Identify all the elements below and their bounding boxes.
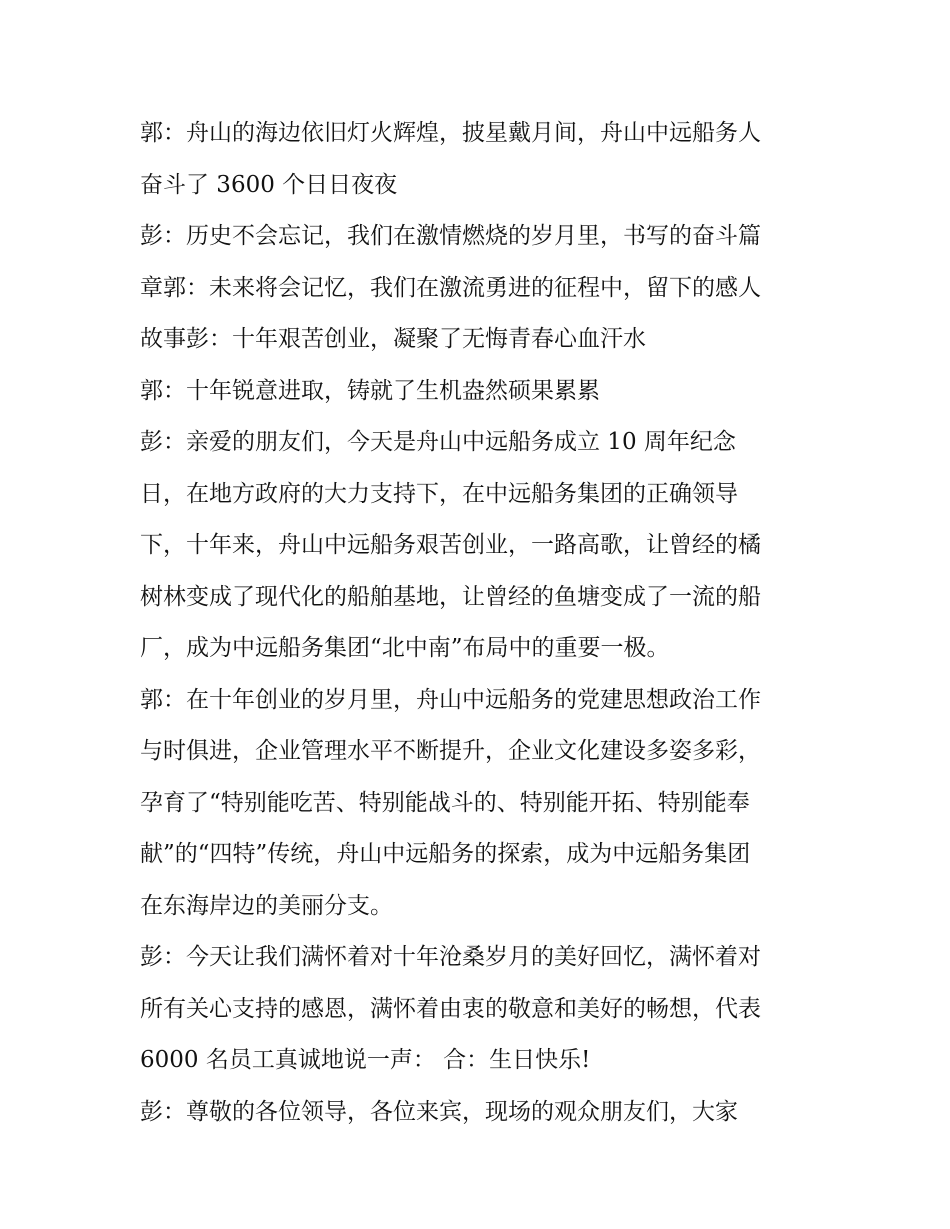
text-line: 郭：在十年创业的岁月里，舟山中远船务的党建思想政治工作 [140,686,761,713]
text-line: 与时俱进，企业管理水平不断提升，企业文化建设多姿多彩， [140,738,761,764]
text-line: 彭：亲爱的朋友们，今天是舟山中远船务成立 10 周年纪念 [140,429,736,455]
paragraph [140,211,820,366]
text-line: 树林变成了现代化的船舶基地，让曾经的鱼塘变成了一流的船 [140,583,761,610]
text-line: 所有关心支持的感恩，满怀着由衷的敬意和美好的畅想，代表 [140,995,761,1022]
text-line: 厂，成为中远船务集团“北中南”布局中的重要一极。 [140,635,670,661]
text-line: 彭：尊敬的各位领导，各位来宾，现场的观众朋友们，大家 [140,1098,738,1125]
paragraph [140,1087,820,1139]
text-line: 孕育了“特别能吃苦、特别能战斗的、特别能开拓、特别能奉 [140,789,750,816]
text-line: 献”的“四特”传统，舟山中远船务的探索，成为中远船务集团 [140,841,751,867]
paragraph [140,932,820,1087]
paragraph [140,675,820,933]
text-line: 郭：舟山的海边依旧灯火辉煌，披星戴月间，舟山中远船务人 [140,120,761,146]
text-line: 章郭：未来将会记忆，我们在激流勇进的征程中，留下的感人 [140,274,761,301]
paragraph [140,108,820,211]
text-line: 奋斗了 3600 个日日夜夜 [140,171,398,198]
text-line: 日，在地方政府的大力支持下，在中远船务集团的正确领导 [140,480,738,507]
document-body [140,108,820,1138]
paragraph [140,366,820,418]
paragraph [140,417,820,675]
text-line: 彭：今天让我们满怀着对十年沧桑岁月的美好回忆，满怀着对 [140,944,761,970]
text-line: 故事彭：十年艰苦创业，凝聚了无悔青春心血汗水 [140,326,646,352]
text-line: 6000 名员工真诚地说一声： 合：生日快乐! [140,1047,591,1073]
text-line: 彭：历史不会忘记，我们在激情燃烧的岁月里，书写的奋斗篇 [140,223,761,249]
text-line: 下，十年来，舟山中远船务艰苦创业，一路高歌，让曾经的橘 [140,532,761,558]
text-line: 郭：十年锐意进取，铸就了生机盎然硕果累累 [140,377,600,404]
text-line: 在东海岸边的美丽分支。 [140,892,393,919]
